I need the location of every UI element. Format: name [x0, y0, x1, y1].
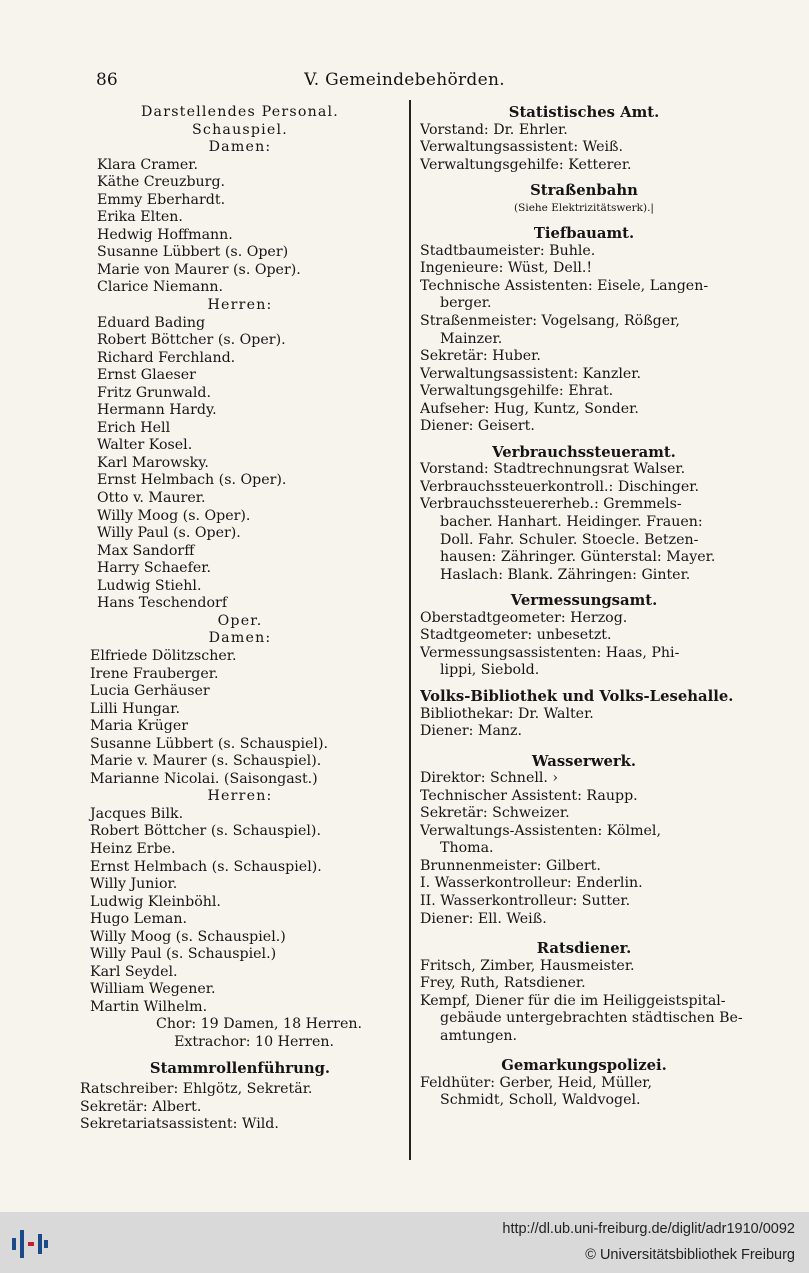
list-item: Stadtbaumeister: Buhle. — [420, 242, 596, 259]
list-item: Oberstadtgeometer: Herzog. — [420, 609, 628, 626]
section-heading-gemarkungspolizei: Gemarkungspolizei. — [501, 1057, 667, 1075]
list-item: Diener: Manz. — [420, 723, 523, 740]
section-heading-wasserwerk: Wasserwerk. — [531, 752, 637, 770]
footer-bar — [0, 1212, 809, 1273]
list-item: Technischer Assistent: Raupp. — [420, 787, 638, 804]
list-item: Verwaltungs-Assistenten: Kölmel, — [420, 822, 661, 839]
schauspiel-damen-list — [80, 157, 400, 297]
list-item: William Wegener. — [90, 981, 216, 998]
schauspiel-herren-list — [80, 315, 400, 613]
list-item: Susanne Lübbert (s. Oper) — [97, 244, 289, 261]
list-item: Susanne Lübbert (s. Schauspiel). — [90, 735, 329, 752]
list-item: Verwaltungsassistent: Weiß. — [420, 139, 624, 156]
list-item: Fritz Grunwald. — [97, 384, 211, 401]
list-item: I. Wasserkontrolleur: Enderlin. — [420, 875, 643, 892]
subheading-damen: Damen: — [208, 630, 272, 647]
section-heading-tiefbauamt: Tiefbauamt. — [533, 225, 635, 243]
list-item: Karl Marowsky. — [97, 454, 209, 471]
list-item: Eduard Bading — [97, 314, 206, 331]
oper-herren-list — [80, 806, 400, 1017]
right-column — [420, 104, 748, 1110]
subheading-herren: Herren: — [207, 297, 273, 314]
list-item: Ratschreiber: Ehlgötz, Sekretär. — [80, 1081, 313, 1098]
list-item: Willy Moog (s. Oper). — [97, 507, 251, 524]
list-item: Hermann Hardy. — [97, 402, 217, 419]
list-item: Fritsch, Zimber, Hausmeister. — [420, 957, 635, 974]
list-item: Aufseher: Hug, Kuntz, Sonder. — [420, 400, 639, 417]
list-item: Ingenieure: Wüst, Dell.! — [420, 260, 593, 277]
list-item: Verbrauchssteuererheb.: Gremmels- — [420, 496, 682, 513]
section-heading-statistisches-amt: Statistisches Amt. — [508, 104, 660, 121]
page-header — [0, 70, 809, 96]
list-item-continuation: Haslach: Blank. Zähringen: Ginter. — [440, 566, 691, 583]
list-item: Emmy Eberhardt. — [97, 191, 226, 208]
list-item: Hedwig Hoffmann. — [97, 226, 233, 243]
list-item-continuation: Schmidt, Scholl, Waldvogel. — [440, 1092, 641, 1109]
list-item: Straßenmeister: Vogelsang, Rößger, — [420, 313, 680, 330]
list-item: Käthe Creuzburg. — [97, 174, 226, 191]
list-item: Ludwig Stiehl. — [97, 577, 202, 594]
list-item: Diener: Geisert. — [420, 418, 535, 435]
list-item: Harry Schaefer. — [97, 560, 211, 577]
list-item-continuation: Thoma. — [440, 840, 494, 857]
list-item: Bibliothekar: Dr. Walter. — [420, 705, 594, 722]
section-heading-stammrollen: Stammrollenführung. — [149, 1059, 331, 1077]
section-heading-strassenbahn: Straßenbahn — [530, 182, 638, 200]
section-heading-oper: Oper. — [217, 612, 263, 629]
list-item: Erich Hell — [97, 419, 171, 436]
list-item: Max Sandorff — [97, 542, 195, 559]
list-item: Jacques Bilk. — [90, 805, 184, 822]
list-item: Clarice Niemann. — [97, 279, 224, 296]
list-item: Robert Böttcher (s. Oper). — [97, 332, 286, 349]
section-heading-vermessungsamt: Vermessungsamt. — [510, 592, 658, 610]
list-item: Erika Elten. — [97, 209, 183, 226]
list-item: Marianne Nicolai. (Saisongast.) — [90, 770, 318, 787]
list-item: Stadtgeometer: unbesetzt. — [420, 627, 612, 644]
list-item: Ernst Helmbach (s. Schauspiel). — [90, 858, 322, 875]
list-item-continuation: bacher. Hanhart. Heidinger. Frauen: — [440, 514, 703, 531]
list-item: Feldhüter: Gerber, Heid, Müller, — [420, 1074, 653, 1091]
list-item: Walter Kosel. — [97, 437, 193, 454]
list-item-continuation: hausen: Zähringer. Günterstal: Mayer. — [440, 549, 716, 566]
list-item: Sekretär: Schweizer. — [420, 805, 570, 822]
subheading-herren: Herren: — [207, 788, 273, 805]
ub-freiburg-logo-icon — [10, 1224, 50, 1264]
list-item: Sekretär: Huber. — [420, 348, 541, 365]
list-item-continuation: gebäude untergebrachten städtischen Be- — [440, 1010, 743, 1027]
section-heading-ratsdiener: Ratsdiener. — [536, 940, 632, 958]
list-item: Kempf, Diener für die im Heiliggeistspital- — [420, 992, 726, 1009]
list-item: Marie v. Maurer (s. Schauspiel). — [90, 753, 322, 770]
page-number: 86 — [96, 70, 118, 90]
list-item-continuation: lippi, Siebold. — [440, 662, 540, 679]
list-item-continuation: amtungen. — [440, 1027, 518, 1044]
list-item: Willy Junior. — [90, 876, 178, 893]
list-item: Lucia Gerhäuser — [90, 683, 210, 700]
list-item: Technische Assistenten: Eisele, Langen- — [420, 277, 709, 294]
list-item: Hugo Leman. — [90, 911, 188, 928]
list-item-continuation: berger. — [440, 295, 492, 312]
list-item: Ludwig Kleinböhl. — [90, 893, 221, 910]
list-item: Martin Wilhelm. — [90, 998, 208, 1015]
list-item: Heinz Erbe. — [90, 840, 176, 857]
chor-line: Chor: 19 Damen, 18 Herren. — [156, 1016, 362, 1033]
list-item: Verbrauchssteuerkontroll.: Dischinger. — [420, 478, 699, 495]
subheading-damen: Damen: — [208, 139, 272, 156]
list-item: Willy Paul (s. Schauspiel.) — [90, 946, 277, 963]
list-item: Irene Frauberger. — [90, 665, 219, 682]
list-item-continuation: Doll. Fahr. Schuler. Stoecle. Betzen- — [440, 531, 699, 548]
list-item: Verwaltungsgehilfe: Ketterer. — [420, 156, 632, 173]
list-item: Marie von Maurer (s. Oper). — [97, 261, 301, 278]
list-item: Vorstand: Dr. Ehrler. — [420, 121, 568, 138]
list-item: Maria Krüger — [90, 718, 189, 735]
section-heading-personal: Darstellendes Personal. — [140, 104, 340, 120]
list-item: Karl Seydel. — [90, 963, 178, 980]
source-url-link[interactable]: http://dl.ub.uni-freiburg.de/diglit/adr1910/0092 — [502, 1221, 795, 1237]
list-item: Hans Teschendorf — [97, 595, 228, 612]
extrachor-line: Extrachor: 10 Herren. — [174, 1033, 334, 1050]
list-item: Vorstand: Stadtrechnungsrat Walser. — [420, 461, 686, 478]
list-item-continuation: Mainzer. — [440, 330, 503, 347]
column-divider — [409, 100, 411, 1160]
list-item: Elfriede Dölitzscher. — [90, 647, 237, 664]
list-item: Willy Paul (s. Oper). — [97, 525, 241, 542]
list-item: Ernst Helmbach (s. Oper). — [97, 472, 287, 489]
strassenbahn-note: (Siehe Elektrizitätswerk).| — [514, 201, 654, 214]
list-item: Frey, Ruth, Ratsdiener. — [420, 975, 586, 992]
list-item: Ernst Glaeser — [97, 367, 196, 384]
list-item: Sekretariatsassistent: Wild. — [80, 1116, 279, 1133]
list-item: Willy Moog (s. Schauspiel.) — [90, 928, 286, 945]
section-heading-volks-bibliothek: Volks-Bibliothek und Volks-Lesehalle. — [420, 687, 734, 705]
list-item: Richard Ferchland. — [97, 349, 236, 366]
running-title: V. Gemeindebehörden. — [304, 70, 505, 90]
left-column — [80, 104, 400, 1134]
list-item: Brunnenmeister: Gilbert. — [420, 857, 601, 874]
list-item: Lilli Hungar. — [90, 700, 181, 717]
oper-damen-list — [80, 648, 400, 788]
list-item: Klara Cramer. — [97, 156, 199, 173]
list-item: Otto v. Maurer. — [97, 490, 206, 507]
list-item: Direktor: Schnell. › — [420, 770, 559, 787]
list-item: Vermessungsassistenten: Haas, Phi- — [420, 644, 680, 661]
list-item: Verwaltungsgehilfe: Ehrat. — [420, 383, 614, 400]
list-item: Robert Böttcher (s. Schauspiel). — [90, 823, 321, 840]
list-item: Diener: Ell. Weiß. — [420, 910, 547, 927]
list-item: II. Wasserkontrolleur: Sutter. — [420, 892, 631, 909]
list-item: Sekretär: Albert. — [80, 1098, 202, 1115]
section-heading-verbrauchssteueramt: Verbrauchssteueramt. — [492, 443, 676, 461]
section-heading-schauspiel: Schauspiel. — [192, 121, 288, 138]
copyright-notice: © Universitätsbibliothek Freiburg — [585, 1247, 795, 1263]
list-item: Verwaltungsassistent: Kanzler. — [420, 365, 641, 382]
